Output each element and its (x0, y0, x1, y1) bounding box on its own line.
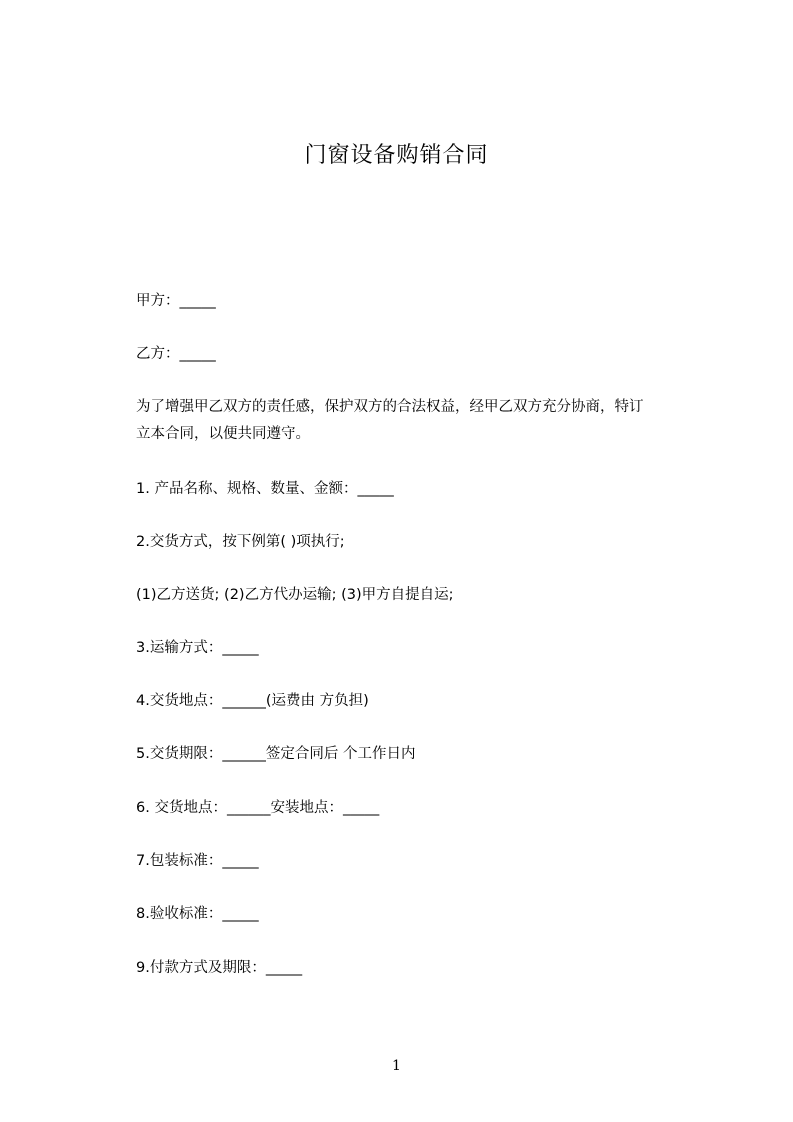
party-a-line: 甲方：_____ (136, 293, 216, 309)
clause-2: 2.交货方式，按下例第( )项执行; (136, 534, 345, 550)
party-b-line: 乙方：_____ (136, 346, 216, 362)
clause-6: 6. 交货地点：______安装地点：_____ (136, 800, 380, 816)
clause-3: 3.运输方式：_____ (136, 640, 259, 656)
preamble-line-1: 为了增强甲乙双方的责任感，保护双方的合法权益，经甲乙双方充分协商，特订 (136, 399, 644, 415)
clause-7: 7.包装标准：_____ (136, 853, 259, 869)
clause-9: 9.付款方式及期限：_____ (136, 960, 303, 976)
document-title: 门窗设备购销合同 (304, 143, 489, 168)
preamble-paragraph (136, 394, 696, 448)
page-number: 1 (392, 1058, 401, 1074)
clause-2-options: (1)乙方送货; (2)乙方代办运输; (3)甲方自提自运; (136, 587, 454, 603)
preamble-line-2: 立本合同，以便共同遵守。 (136, 426, 310, 442)
clause-5: 5.交货期限：______签定合同后 个工作日内 (136, 746, 416, 762)
clause-1: 1. 产品名称、规格、数量、金额：_____ (136, 481, 394, 497)
clause-4: 4.交货地点：______(运费由 方负担) (136, 693, 369, 709)
clause-8: 8.验收标准：_____ (136, 906, 259, 922)
